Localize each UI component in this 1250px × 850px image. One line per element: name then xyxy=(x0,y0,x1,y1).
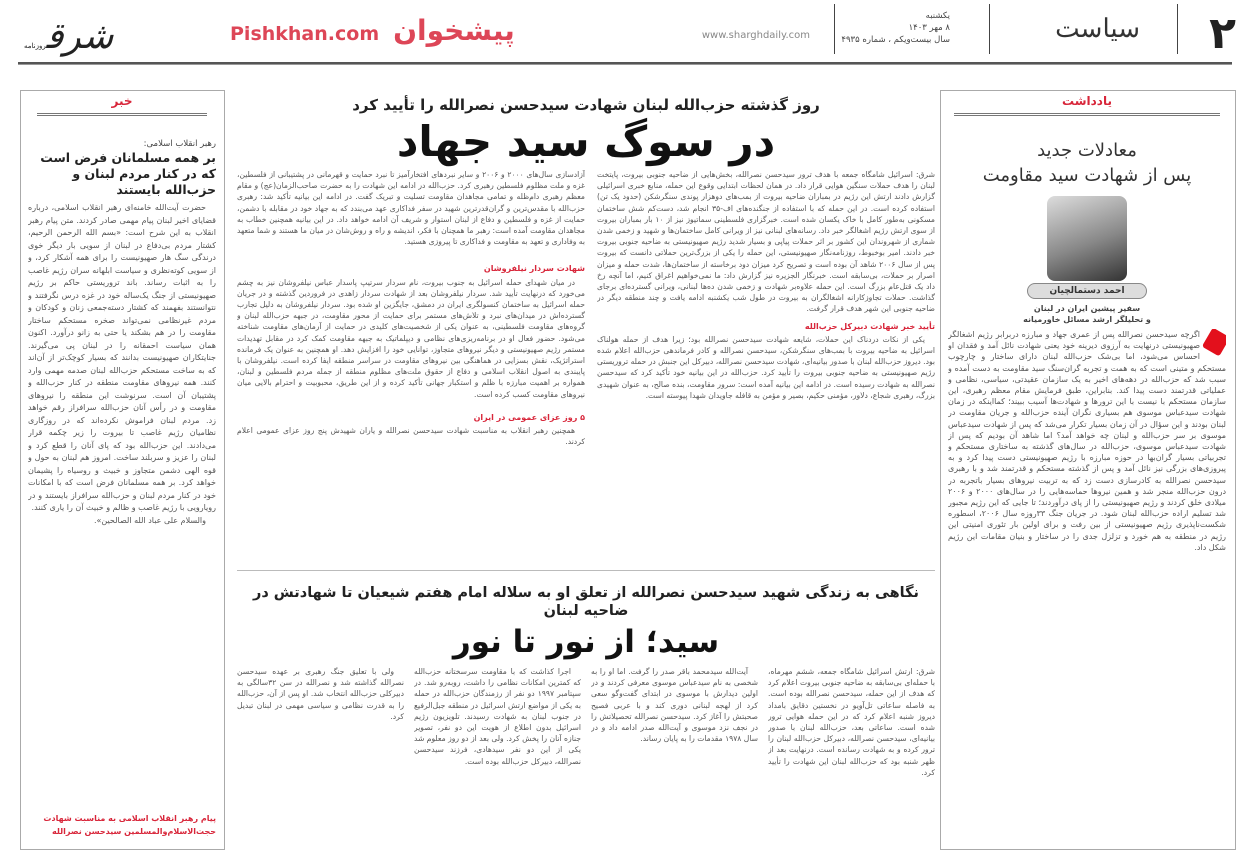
lead-subhead: شهادت سردار نیلفروشان xyxy=(483,264,585,274)
watermark-fa: پیشخوان xyxy=(393,14,515,47)
lead-headline: در سوگ سید جهاد xyxy=(396,117,776,166)
divider xyxy=(834,4,835,54)
second-column: اجرا کذاشت که با مقاومت سرسختانه حزب‌الله که کمترین امکانات نظامی را داشت، روبه‌رو شد. در سپتامبر ۱۹۹۷ دو نفر از رزمندگان حزب‌الله در حمله به یکی از مواضع ارتش اسرائیل در منطقه جبل‌الرفیع در جنوب لبنان به شهادت رسیدند. تلویزیون رژیم اسرائیل بدون اطلاع از هویت این دو نفر، تصویر جنازه آنان را پخش کرد. ولی بعد از دو روز معلوم شد یکی از این دو نفر سیدهادی، فرزند سیدحسن نصرالله، دبیرکل حزب‌الله بوده است. xyxy=(414,667,581,766)
date-block xyxy=(841,10,950,46)
news-pretitle: رهبر انقلاب اسلامی: xyxy=(143,139,216,149)
second-columns xyxy=(237,666,935,838)
news-next-title: پیام رهبر انقلاب اسلامی به مناسبت شهادت حجت‌الاسلام‌والمسلمین سیدحسن نصرالله xyxy=(43,814,216,836)
divider xyxy=(989,4,990,54)
divider xyxy=(954,113,1220,116)
editorial-kicker: یادداشت xyxy=(1062,94,1112,108)
lead-subhead: ۵ روز عزای عمومی در ایران xyxy=(473,412,585,422)
editorial xyxy=(948,94,1226,838)
watermark-en: Pishkhan.com xyxy=(230,23,380,45)
divider xyxy=(37,113,207,116)
author-photo xyxy=(1047,196,1127,281)
newspaper-logo: شرقروزنامه xyxy=(24,16,114,57)
lead-supertitle: روز گذشته حزب‌الله لبنان شهادت سیدحسن نصرالله را تأیید کرد xyxy=(352,96,820,114)
page-number: ۲ xyxy=(1209,8,1236,59)
second-column: ولی با تعلیق جنگ رهبری بر عهده سیدحسن نصرالله گذاشته شد و نصرالله در سن ۳۲سالگی به دبیرکلی حزب‌الله انتخاب شد. او پس از آن، حزب‌الله را به قدرت نظامی و سیاسی مهمی در لبنان تبدیل کرد. xyxy=(237,667,404,721)
news xyxy=(28,94,216,838)
second-story xyxy=(237,584,935,838)
day: یکشنبه xyxy=(925,11,950,21)
editorial-body: اگرچه سیدحسن نصرالله پس از عمری جهاد و مبارزه دربرابر رژیم اشغالگر صهیونیستی درنهایت به آرزوی دیرینه خود یعنی شهادت نائل آمد و فقدان او احساس می‌شود، اما بی‌شک حزب‌الله لبنان دارای ساختار و چارچوب مستحکم و متینی است که به همت و تجربه گران‌سنگ سید مقاومت به دست آمده و سبب شد که حزب‌الله در دهه‌های اخیر به یک سازمان عقیدتی، سیاسی، نظامی و عملیاتی قدرتمند دست پیدا کند. بنابراین، طبق فرمایش مقام معظم رهبری، این سازمان مستحکم با نیست با این ترورها و شهادت‌ها آسیب ببیند؛ کمااینکه در زمان شهادت سیدعباس موسوی هم بسیاری نگران آینده حزب‌الله و جریان مقاومت در لبنان بودند و این سؤال در آن زمان بسیار تکرار می‌شد که پس از شهادت سیدعباس موسوی بر سر حزب‌الله و لبنان چه خواهد آمد؟ اما شاهد آن بودیم که پس از شهادت سیدعباس موسوی، حزب‌الله در سال‌های گذشته به ساختاری مستحکم و تجربیاتی بسیار گران‌بها در حوزه مبارزه با رژیم صهیونیستی دست پیدا کرد و به پیروزی‌های بزرگی نیز نائل آمد و پس از گذشته مستحکم و قدرتمند شد و با رهبری سیدحسن نصرالله به کادرسازی دست زد که به تربیت نیروهای بسیار باتجربه در درون حزب‌الله منجر شد و همین نیروها حماسه‌هایی را در سال‌های ۲۰۰۰ و ۲۰۰۶ میلادی خلق کردند و رژیم صهیونیستی را از پای درآوردند؛ تا جایی که این رژیم مجبور شد تسلیم اراده حزب‌الله لبنان شود. در جریان جنگ ۳۳روزه سال ۲۰۰۶، اسطوره شکست‌ناپذیری رژیم صهیونیستی از بین رفت و برای اولین بار تئوری امنیتی این رژیم در منطقه به هم خورد و تزلزل جدی را در ساختار و بنیان مقامات این رژیم شکل داد. xyxy=(948,329,1226,838)
lead-column-right: شرق: اسرائیل شامگاه جمعه با هدف ترور سیدحسن نصرالله، بخش‌هایی از ضاحیه جنوبی بیروت، پایتخت لبنان را هدف حملات سنگین هوایی قرار داد. در همان لحظات ابتدایی وقوع این حمله، منابع خبری اسرائیلی گزارش دادند ارتش این رژیم در بمباران ضاحیه بیروت از بمب‌های دوهزار پوندی سنگرشکن (حدود یک تن) استفاده کرده است. در این حمله که با استفاده از جنگنده‌های اف-۳۵ انجام شد، دست‌کم شش ساختمان مسکونی به‌طور کامل با خاک یکسان شده است. خبرگزاری فلسطینی سماتیوز نیز از ۱۰ بار بمباران بیروت از سوی ارتش رژیم اشغالگر خبر داد. رسانه‌های لبنانی نیز از ویرانی کامل ساختمان‌ها و شهید و زخمی شدن شماری از شهروندان این کشور بر اثر حملات پیاپی و بسیار شدید رژیم صهیونیستی به ضاحیه جنوبی بیروت خبر دادند. امیر بوخبوط، روزنامه‌نگار صهیونیستی، این حمله را یکی از بزرگ‌ترین حملاتی دانست که بیروت پس از سال ۲۰۰۶ شاهد آن بوده است و تصریح کرد میزان دود برخاسته از ساختمان‌ها، شدت حمله و میزان اصرار بر حملات، بی‌سابقه است. خبرنگار الجزیره نیز گزارش داد: ما نمی‌خواهیم اغراق کنیم، اما آنچه رخ داد یک قتل‌عام بزرگ است. این حمله علاوه‌بر شهادت و زخمی شدن ده‌ها لبنانی، ویرانی گسترده‌ای برجای گذاشت. حملات تجاوزکارانه اشغالگران به بیروت در طول شب یکشنبه ادامه یافت و چند منطقه دیگر در ضاحیه جنوبی این شهر هدف قرار گرفت. تأیید خبر شهادت دبیرکل حزب‌الله یکی از نکات دردناک این حملات، شایعه شهادت سیدحسن نصرالله بود؛ زیرا هدف از حمله هولناک اسرائیل به ضاحیه بیروت با بمب‌های سنگرشکن، سیدحسن نصرالله و کادر فرماندهی حزب‌الله اعلام شده بود. دیروز حزب‌الله لبنان با صدور بیانیه‌ای، شهادت سیدحسن نصرالله، دبیرکل این جنبش در حمله تروریستی رژیم صهیونیستی به ضاحیه جنوبی بیروت را تأیید کرد. حزب‌الله در این بیانیه خود تأکید کرد که سیدحسن نصرالله به شهادت رسیده است. در ادامه این بیانیه آمده است: سرور مقاومت، بنده صالح، به عنوان شهیدی بزرگ، رهبری شجاع، دلاور، مؤمنی حکیم، بصیر و مؤمن به قافله جاویدان شهدا پیوسته است. xyxy=(597,170,935,400)
lead-subhead: تأیید خبر شهادت دبیرکل حزب‌الله xyxy=(804,321,935,331)
issue: سال بیست‌ویکم ، شماره ۴۹۳۵ xyxy=(841,35,950,45)
lead-columns xyxy=(237,169,935,564)
editorial-title: معادلات جدید پس از شهادت سید مقاومت xyxy=(982,140,1192,186)
news-body: حضرت آیت‌الله خامنه‌ای رهبر انقلاب اسلامی، درباره قضایای اخیر لبنان پیام مهمی صادر کردند. متن پیام رهبر انقلاب به این شرح است: «بسم الله الرحمن الرحیم، کشتار مردم بی‌دفاع در لبنان از سویی بار دیگر خوی درندگی سگ هار صهیونیست را برای همه آشکار کرد، و از سویی کوته‌نظری و سیاست ابلهانه سران رژیم غاصب را به اثبات رساند. باند تروریستی حاکم بر رژیم صهیونیستی از جنگ یک‌ساله خود در غزه درس نگرفتند و نتوانستند بفهمند که کشتار دسته‌جمعی زنان و کودکان و مردم غیرنظامی نمی‌تواند صخره مستحکم ساختار مقاومت را در هم بشکند یا حتی به زانو درآورد. اکنون همان سیاست احمقانه را در لبنان پی می‌گیرند. جنایتکاران صهیونیست بدانند که بسیار کوچک‌تر از آن‌اند که به ساخت مستحکم حزب‌الله لبنان صدمه مهمی وارد کنند. همه نیروهای مقاومت منطقه در کنار حزب‌الله و پشتیبان آن است. سرنوشت این منطقه را نیروهای مقاومت و در رأس آنان حزب‌الله سرافراز رقم خواهد زد. مردم لبنان فراموش نکرده‌اند که در روزگاری نظامیان رژیم غاصب تا بیروت را زیر چکمه قرار می‌دادند. این حزب‌الله بود که پای آنان را قطع کرد و لبنان را عزیز و سربلند ساخت. امروز هم لبنان به حول و قوه الهی دشمن متجاوز و خبیث و روسیاه را پشیمان خواهد کرد. بر همه مسلمانان فرض است که با امکانات خود در کنار مردم لبنان و حزب‌الله سرافراز بایستند و در رویارویی با رژیم غاصب و ظالم و خبیث آن را یاری کنند. والسلام علی عباد الله الصالحین». xyxy=(28,203,216,525)
news-title: بر همه مسلمانان فرض است که در کنار مردم لبنان و حزب‌الله بایستند xyxy=(40,150,216,197)
header-rule xyxy=(18,62,1232,65)
news-kicker: خبر xyxy=(111,94,133,108)
date: ۸ مهر ۱۴۰۳ xyxy=(908,23,950,33)
second-column: شرق: ارتش اسرائیل شامگاه جمعه، ششم مهرماه، با حمله‌ای بی‌سابقه به ضاحیه جنوبی بیروت اعلام کرد که هدف از این حمله، سیدحسن نصرالله بوده است. به فاصله ساعاتی تل‌آویو در نخستین دقایق بامداد دیروز شنبه اعلام کرد که در این حمله هوایی ترور شده است. ساعاتی بعد، حزب‌الله لبنان با صدور بیانیه‌ای، سیدحسن نصرالله، دبیرکل حزب‌الله لبنان را ترور کرده و به شهادت رسانده است. درنهایت بعد از ظهر شنبه بود که حزب‌الله لبنان این شهادت را تأیید کرد. xyxy=(768,667,935,777)
second-supertitle: نگاهی به زندگی شهید سیدحسن نصرالله از تعلق او به سلاله امام هفتم شیعیان تا شهادتش در ضاحیه لبنان xyxy=(252,585,920,619)
lead-story xyxy=(237,96,935,564)
author-name: احمد دستمالچیان xyxy=(1027,283,1147,299)
author-role: سفیر پیشین ایران در لبنان و تحلیلگر ارشد مسائل خاورمیانه xyxy=(1023,304,1151,324)
section-title: سیاست xyxy=(1055,14,1140,44)
lead-column-left: آزادسازی سال‌های ۲۰۰۰ و ۲۰۰۶ و سایر نبردهای افتخارآمیز تا نبرد حمایت و قهرمانی در پشتیبانی از فلسطین، غزه و ملت مظلوم فلسطین رهبری کرد. حزب‌الله در ادامه این شهادت را به حضرت صاحب‌الزمان(عج) و مقام معظم رهبری دام‌ظله و تمامی مجاهدان مقاومت تسلیت و تبریک گفت. در ادامه این بیانیه تأکید شد: رهبری حزب‌الله با مقدس‌ترین و گران‌قدرترین شهید در سفر فداکاری عهد می‌بندد که به جهاد خود در مقابله با دشمن، حمایت از غزه و فلسطین و دفاع از لبنان استوار و شریف آن ادامه خواهد داد. در این بیانیه همچنین خطاب به مجاهدان مقاومت آمده است: رهبر ما همچنان با فکر، اندیشه و راه و روش‌شان در میان ما هستند و شما متعهد به وفاداری و تعهد به مقاومت و فداکاری تا پیروزی هستید. شهادت سردار نیلفروشان در میان شهدای حمله اسرائیل به جنوب بیروت، نام سردار سرتیپ پاسدار عباس نیلفروشان نیز به چشم می‌خورد که درنهایت تأیید شد. سردار نیلفروشان بعد از شهادت سردار زاهدی در فروردین گذشته و در جریان حمله اسرائیل به ساختمان کنسولگری ایران در دمشق، جایگزین او شده بود. سردار نیلفروشان به دلیل تجارب گسترده‌اش در میدان‌های نبرد و تلاش‌های مستمر برای حمایت از محور مقاومت، در جبهه حزب‌الله لبنان و گروه‌های مقاومت فلسطینی، به عنوان یکی از شخصیت‌های کلیدی در حمایت از آرمان‌های مقاومت شناخته می‌شود. حضور فعال او در برنامه‌ریزی‌های نظامی و دیپلماتیک به جبهه مقاومت کمک کرد در مقابل تهدیدات مستمر رژیم صهیونیستی و دیگر نیروهای متجاوز، توانایی خود را افزایش دهد. او همچنین به عنوان یک فرمانده استراتژیک، نقش بسزایی در هماهنگی بین نیروهای مقاومت در سراسر منطقه ایفا کرده است. نیلفروشان با پایبندی به اصول انقلاب اسلامی و دفاع از حقوق ملت‌های مظلوم منطقه از جمله مردم فلسطین و لبنان، همواره بر اهمیت مبارزه با ظلم و استکبار جهانی تأکید کرده و از این طریق، محبوبیت و احترام بالایی میان نیروهای مقاومت کسب کرده است. ۵ روز عزای عمومی در ایران همچنین رهبر انقلاب به مناسبت شهادت سیدحسن نصرالله و یاران شهیدش پنج روز عزای عمومی اعلام کردند. xyxy=(237,170,585,447)
second-column: آیت‌الله سیدمحمد باقر صدر را گرفت. اما او را به شخصی به نام سیدعباس موسوی معرفی کردند و در اولین دیدارش با موسوی در ابتدای گفت‌وگو سعی کرد از لهجه لبنانی دوری کند و با عربی فصیح صحبتش را آغاز کرد. سیدحسن نصرالله تحصیلاتش را در نجف نزد موسوی و آیت‌الله صدر ادامه داد و در سال ۱۹۷۸ مقدمات را به پایان رساند. xyxy=(591,667,758,744)
website-link[interactable]: www.sharghdaily.com xyxy=(701,30,810,41)
second-headline: سید؛ از نور تا نور xyxy=(452,624,720,660)
divider xyxy=(1177,4,1178,54)
watermark xyxy=(230,14,515,47)
divider xyxy=(237,570,935,571)
